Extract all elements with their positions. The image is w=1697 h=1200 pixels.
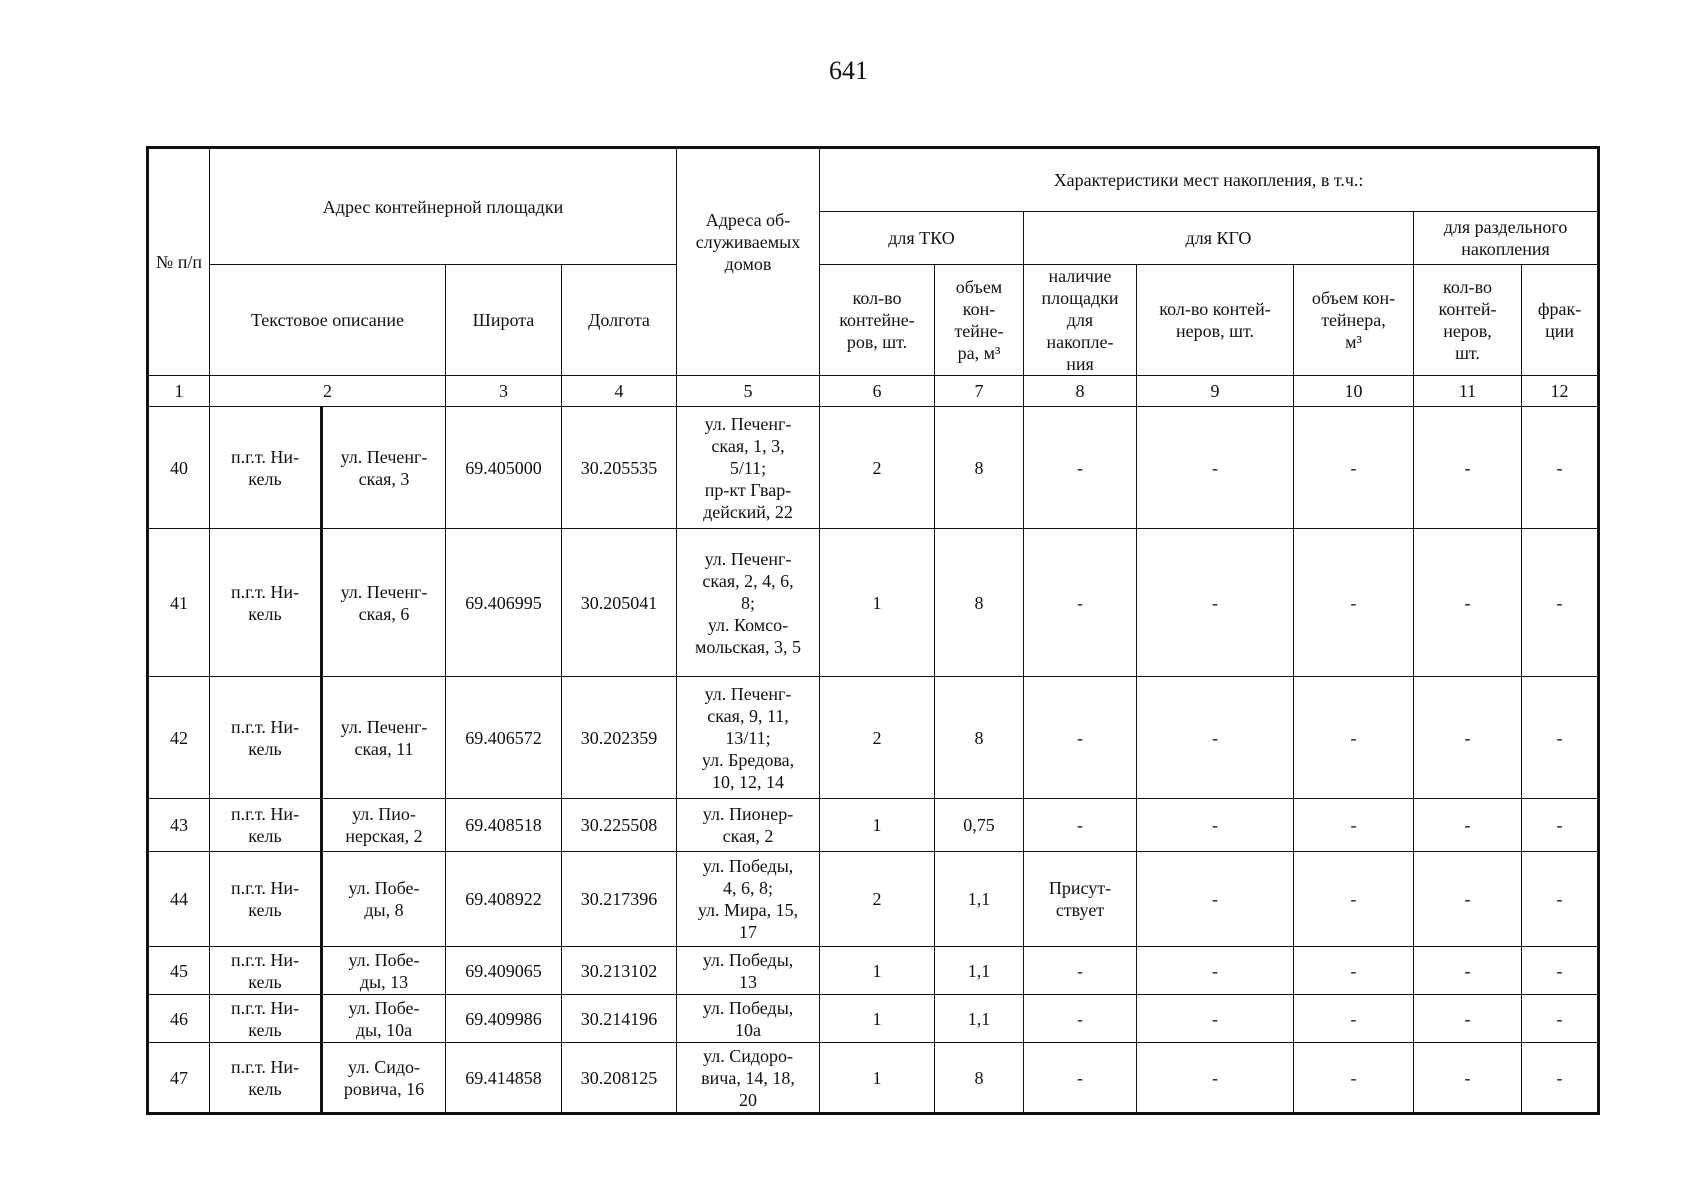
text-line: неров, bbox=[1443, 321, 1492, 341]
text-line: 10, 12, 14 bbox=[712, 771, 784, 792]
row-sep-count: - bbox=[1414, 407, 1522, 529]
row-tko-volume: 1,1 bbox=[935, 947, 1024, 995]
row-served-addresses bbox=[677, 799, 820, 852]
row-kgo-site bbox=[1024, 947, 1137, 995]
text-line: кель bbox=[248, 1078, 282, 1099]
text-line: 10а bbox=[735, 1019, 761, 1040]
row-kgo-volume: - bbox=[1294, 529, 1414, 677]
row-locality bbox=[210, 852, 322, 947]
text-line: - bbox=[1077, 727, 1083, 748]
text-line: фрак- bbox=[1537, 299, 1582, 319]
row-sep-fraction: - bbox=[1522, 852, 1599, 947]
text-line: ул. Победы, bbox=[702, 997, 794, 1018]
text-line: кол-во bbox=[1443, 277, 1492, 297]
row-sep-count: - bbox=[1414, 799, 1522, 852]
row-kgo-count: - bbox=[1137, 677, 1294, 799]
row-longitude: 30.202359 bbox=[562, 677, 677, 799]
text-line: контейне- bbox=[839, 310, 915, 330]
text-line: м³ bbox=[1345, 332, 1362, 352]
text-line: кель bbox=[248, 468, 282, 489]
text-line: объем bbox=[955, 277, 1003, 297]
row-kgo-volume: - bbox=[1294, 995, 1414, 1043]
text-line: нерская, 2 bbox=[345, 826, 423, 846]
row-served-addresses bbox=[677, 529, 820, 677]
text-line: кол-во контей- bbox=[1159, 299, 1271, 319]
text-line: пр-кт Гвар- bbox=[704, 479, 792, 500]
row-kgo-count: - bbox=[1137, 529, 1294, 677]
row-tko-volume: 1,1 bbox=[935, 995, 1024, 1043]
row-street bbox=[322, 799, 446, 852]
text-line: 5/11; bbox=[729, 457, 767, 478]
header-separate bbox=[1414, 212, 1599, 265]
table-row bbox=[148, 799, 1599, 852]
text-line: ра, м³ bbox=[957, 343, 1001, 363]
row-kgo-count: - bbox=[1137, 1043, 1294, 1114]
table-row bbox=[148, 677, 1599, 799]
text-line: 20 bbox=[739, 1089, 757, 1110]
text-line: кель bbox=[248, 826, 282, 846]
row-street bbox=[322, 852, 446, 947]
text-line: кель bbox=[248, 1019, 282, 1040]
header-tko-count bbox=[820, 265, 935, 376]
text-line: п.г.т. Ни- bbox=[230, 878, 300, 898]
column-number: 5 bbox=[677, 376, 820, 407]
row-kgo-volume: - bbox=[1294, 947, 1414, 995]
text-line: ул. Печенг- bbox=[340, 716, 428, 737]
text-line: - bbox=[1077, 960, 1083, 981]
row-kgo-site bbox=[1024, 995, 1137, 1043]
text-line: контей- bbox=[1438, 299, 1497, 319]
row-sep-fraction: - bbox=[1522, 947, 1599, 995]
row-kgo-volume: - bbox=[1294, 852, 1414, 947]
row-kgo-volume: - bbox=[1294, 799, 1414, 852]
row-longitude: 30.205535 bbox=[562, 407, 677, 529]
text-line: служиваемых bbox=[695, 232, 801, 252]
row-kgo-site bbox=[1024, 799, 1137, 852]
row-longitude: 30.213102 bbox=[562, 947, 677, 995]
row-tko-volume: 1,1 bbox=[935, 852, 1024, 947]
text-line: кель bbox=[248, 603, 282, 624]
text-line: кол-во bbox=[852, 288, 902, 308]
row-served-addresses bbox=[677, 407, 820, 529]
text-line: площадки bbox=[1041, 288, 1119, 308]
text-line: п.г.т. Ни- bbox=[230, 1056, 300, 1077]
text-line: кель bbox=[248, 900, 282, 920]
header-sep-fraction bbox=[1522, 265, 1599, 376]
row-sep-fraction: - bbox=[1522, 1043, 1599, 1114]
text-line: дейский, 22 bbox=[703, 501, 793, 522]
row-sep-fraction: - bbox=[1522, 677, 1599, 799]
row-kgo-volume: - bbox=[1294, 407, 1414, 529]
text-line: - bbox=[1077, 457, 1083, 478]
row-longitude: 30.214196 bbox=[562, 995, 677, 1043]
text-line: ул. Сидоро- bbox=[703, 1045, 793, 1066]
row-locality bbox=[210, 677, 322, 799]
text-line: - bbox=[1077, 592, 1083, 613]
row-kgo-site bbox=[1024, 407, 1137, 529]
row-number: 42 bbox=[148, 677, 210, 799]
row-street bbox=[322, 407, 446, 529]
row-tko-count: 1 bbox=[820, 995, 935, 1043]
row-tko-count: 2 bbox=[820, 407, 935, 529]
row-longitude: 30.225508 bbox=[562, 799, 677, 852]
row-tko-volume: 8 bbox=[935, 677, 1024, 799]
row-locality bbox=[210, 799, 322, 852]
row-latitude: 69.408518 bbox=[446, 799, 562, 852]
text-line: ул. Комсо- bbox=[707, 614, 789, 635]
row-locality bbox=[210, 995, 322, 1043]
row-kgo-count: - bbox=[1137, 799, 1294, 852]
row-kgo-site bbox=[1024, 852, 1137, 947]
column-number: 3 bbox=[446, 376, 562, 407]
text-line: п.г.т. Ни- bbox=[230, 804, 300, 824]
row-served-addresses bbox=[677, 1043, 820, 1114]
row-latitude: 69.414858 bbox=[446, 1043, 562, 1114]
table-row bbox=[148, 995, 1599, 1043]
row-street bbox=[322, 529, 446, 677]
text-line: накопле- bbox=[1046, 332, 1114, 352]
row-locality bbox=[210, 947, 322, 995]
row-latitude: 69.406572 bbox=[446, 677, 562, 799]
text-line: ул. Побе- bbox=[348, 949, 420, 970]
row-street bbox=[322, 947, 446, 995]
text-line: 17 bbox=[739, 922, 757, 942]
row-number: 40 bbox=[148, 407, 210, 529]
text-line: ул. Печенг- bbox=[704, 548, 792, 569]
row-kgo-count: - bbox=[1137, 995, 1294, 1043]
row-tko-count: 2 bbox=[820, 852, 935, 947]
row-served-addresses bbox=[677, 677, 820, 799]
row-tko-volume: 8 bbox=[935, 407, 1024, 529]
text-line: ул. Печенг- bbox=[340, 581, 428, 602]
text-line: наличие bbox=[1048, 266, 1112, 286]
column-number: 12 bbox=[1522, 376, 1599, 407]
header-sep-count bbox=[1414, 265, 1522, 376]
row-sep-count: - bbox=[1414, 995, 1522, 1043]
row-locality bbox=[210, 1043, 322, 1114]
text-line: ул. Побе- bbox=[348, 997, 420, 1018]
text-line: п.г.т. Ни- bbox=[230, 997, 300, 1018]
row-served-addresses bbox=[677, 947, 820, 995]
text-line: для раздельного bbox=[1443, 217, 1568, 237]
text-line: Адреса об- bbox=[705, 210, 791, 230]
row-locality bbox=[210, 407, 322, 529]
header-characteristics: Характеристики мест накопления, в т.ч.: bbox=[820, 148, 1599, 212]
header-kgo-count bbox=[1137, 265, 1294, 376]
text-line: ул. Печенг- bbox=[704, 683, 792, 704]
row-street bbox=[322, 1043, 446, 1114]
row-sep-count: - bbox=[1414, 529, 1522, 677]
row-sep-count: - bbox=[1414, 677, 1522, 799]
text-line: - bbox=[1077, 1067, 1083, 1088]
header-lat: Широта bbox=[446, 265, 562, 376]
column-number: 2 bbox=[210, 376, 446, 407]
table-row bbox=[148, 529, 1599, 677]
text-line: ская, 9, 11, bbox=[707, 705, 789, 726]
text-line: ская, 11 bbox=[354, 738, 414, 759]
text-line: 8; bbox=[740, 592, 755, 613]
column-number: 6 bbox=[820, 376, 935, 407]
text-line: Присут- bbox=[1048, 878, 1112, 898]
header-tko-volume bbox=[935, 265, 1024, 376]
row-tko-volume: 0,75 bbox=[935, 799, 1024, 852]
container-sites-table bbox=[146, 146, 1600, 1115]
text-line: ская, 1, 3, bbox=[711, 435, 785, 456]
page-number: 641 bbox=[829, 56, 868, 85]
header-kgo-volume bbox=[1294, 265, 1414, 376]
row-tko-count: 1 bbox=[820, 1043, 935, 1114]
header-address: Адрес контейнерной площадки bbox=[210, 148, 677, 265]
text-line: п.г.т. Ни- bbox=[230, 446, 300, 467]
column-number: 11 bbox=[1414, 376, 1522, 407]
column-numbers-row bbox=[148, 376, 1599, 407]
text-line: ул. Бредова, bbox=[701, 749, 795, 770]
text-line: - bbox=[1077, 1008, 1083, 1029]
column-number: 1 bbox=[148, 376, 210, 407]
row-number: 41 bbox=[148, 529, 210, 677]
column-number: 9 bbox=[1137, 376, 1294, 407]
row-locality bbox=[210, 529, 322, 677]
header-tko: для ТКО bbox=[820, 212, 1024, 265]
row-kgo-volume: - bbox=[1294, 1043, 1414, 1114]
text-line: ул. Победы, bbox=[702, 949, 794, 970]
row-tko-volume: 8 bbox=[935, 529, 1024, 677]
text-line: вича, 14, 18, bbox=[701, 1067, 795, 1088]
text-line: п.г.т. Ни- bbox=[230, 949, 300, 970]
text-line: ды, 8 bbox=[364, 900, 404, 920]
row-tko-count: 1 bbox=[820, 799, 935, 852]
row-tko-count: 2 bbox=[820, 677, 935, 799]
text-line: ул. Мира, 15, bbox=[697, 900, 799, 920]
table-row bbox=[148, 947, 1599, 995]
row-number: 43 bbox=[148, 799, 210, 852]
header-served bbox=[677, 148, 820, 376]
text-line: неров, шт. bbox=[1176, 321, 1254, 341]
row-served-addresses bbox=[677, 852, 820, 947]
text-line: ская, 2 bbox=[722, 826, 774, 846]
text-line: ул. Победы, bbox=[702, 856, 794, 876]
row-kgo-site bbox=[1024, 529, 1137, 677]
text-line: п.г.т. Ни- bbox=[230, 581, 300, 602]
text-line: кон- bbox=[962, 299, 996, 319]
row-sep-count: - bbox=[1414, 852, 1522, 947]
text-line: ды, 13 bbox=[359, 971, 409, 992]
row-latitude: 69.409065 bbox=[446, 947, 562, 995]
row-kgo-count: - bbox=[1137, 947, 1294, 995]
table-row bbox=[148, 407, 1599, 529]
row-number: 44 bbox=[148, 852, 210, 947]
row-longitude: 30.217396 bbox=[562, 852, 677, 947]
row-street bbox=[322, 995, 446, 1043]
text-line: ствует bbox=[1055, 900, 1105, 920]
row-latitude: 69.408922 bbox=[446, 852, 562, 947]
row-number: 47 bbox=[148, 1043, 210, 1114]
text-line: ул. Сидо- bbox=[348, 1056, 420, 1077]
column-number: 7 bbox=[935, 376, 1024, 407]
text-line: ул. Печенг- bbox=[340, 446, 428, 467]
row-sep-count: - bbox=[1414, 1043, 1522, 1114]
row-longitude: 30.208125 bbox=[562, 1043, 677, 1114]
text-line: ул. Побе- bbox=[348, 878, 420, 898]
row-latitude: 69.409986 bbox=[446, 995, 562, 1043]
text-line: кель bbox=[248, 738, 282, 759]
text-line: ров, шт. bbox=[846, 332, 908, 352]
text-line: накопления bbox=[1461, 239, 1550, 259]
column-number: 4 bbox=[562, 376, 677, 407]
table-row bbox=[148, 1043, 1599, 1114]
row-tko-volume: 8 bbox=[935, 1043, 1024, 1114]
text-line: ровича, 16 bbox=[343, 1078, 425, 1099]
text-line: шт. bbox=[1455, 343, 1480, 363]
text-line: домов bbox=[724, 254, 772, 274]
row-sep-fraction: - bbox=[1522, 529, 1599, 677]
row-tko-count: 1 bbox=[820, 947, 935, 995]
text-line: 13 bbox=[739, 971, 757, 992]
column-number: 10 bbox=[1294, 376, 1414, 407]
row-served-addresses bbox=[677, 995, 820, 1043]
row-kgo-count: - bbox=[1137, 852, 1294, 947]
text-line: п.г.т. Ни- bbox=[230, 716, 300, 737]
header-num: № п/п bbox=[148, 148, 210, 376]
header-kgo: для КГО bbox=[1024, 212, 1414, 265]
text-line: ская, 6 bbox=[358, 603, 410, 624]
text-line: для bbox=[1066, 310, 1094, 330]
text-line: кель bbox=[248, 971, 282, 992]
text-line: 4, 6, 8; bbox=[722, 878, 773, 898]
text-line: ул. Печенг- bbox=[704, 413, 792, 434]
row-sep-fraction: - bbox=[1522, 995, 1599, 1043]
row-street bbox=[322, 677, 446, 799]
header-kgo-site bbox=[1024, 265, 1137, 376]
row-longitude: 30.205041 bbox=[562, 529, 677, 677]
text-line: ская, 2, 4, 6, bbox=[702, 570, 794, 591]
text-line: 13/11; bbox=[725, 727, 771, 748]
row-number: 46 bbox=[148, 995, 210, 1043]
text-line: объем кон- bbox=[1311, 288, 1396, 308]
text-line: ул. Пио- bbox=[352, 804, 416, 824]
row-kgo-count: - bbox=[1137, 407, 1294, 529]
row-sep-count: - bbox=[1414, 947, 1522, 995]
row-number: 45 bbox=[148, 947, 210, 995]
row-latitude: 69.406995 bbox=[446, 529, 562, 677]
text-line: ская, 3 bbox=[358, 468, 410, 489]
text-line: - bbox=[1077, 815, 1083, 835]
text-line: тейне- bbox=[954, 321, 1004, 341]
column-number: 8 bbox=[1024, 376, 1137, 407]
text-line: мольская, 3, 5 bbox=[694, 636, 802, 657]
text-line: ды, 10а bbox=[355, 1019, 413, 1040]
row-sep-fraction: - bbox=[1522, 799, 1599, 852]
row-latitude: 69.405000 bbox=[446, 407, 562, 529]
row-tko-count: 1 bbox=[820, 529, 935, 677]
text-line: ния bbox=[1066, 354, 1094, 374]
row-kgo-site bbox=[1024, 677, 1137, 799]
row-sep-fraction: - bbox=[1522, 407, 1599, 529]
text-line: тейнера, bbox=[1321, 310, 1386, 330]
text-line: ции bbox=[1545, 321, 1574, 341]
table-row bbox=[148, 852, 1599, 947]
row-kgo-site bbox=[1024, 1043, 1137, 1114]
text-line: ул. Пионер- bbox=[702, 804, 794, 824]
row-kgo-volume: - bbox=[1294, 677, 1414, 799]
header-lon: Долгота bbox=[562, 265, 677, 376]
header-text-desc: Текстовое описание bbox=[210, 265, 446, 376]
